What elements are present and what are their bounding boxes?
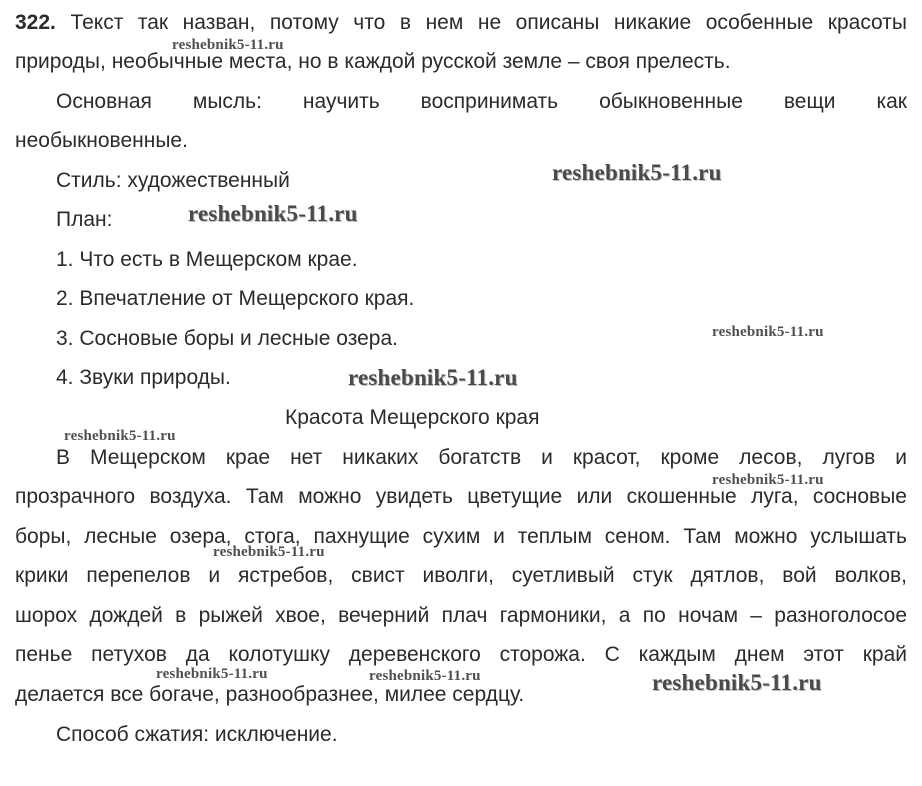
intro-line-2: природы, необычные места, но в каждой русской земле – своя прелесть. xyxy=(15,50,731,73)
style-line: Стиль: художественный xyxy=(56,169,290,192)
plan-item: 3. Сосновые боры и лесные озера. xyxy=(56,327,398,350)
plan-label: План: xyxy=(56,208,113,231)
main-idea-line-2: необыкновенные. xyxy=(15,129,188,152)
watermark: reshebnik5-11.ru xyxy=(64,428,176,444)
intro-text-1: Текст так назван, потому что в нем не описаны никакие особенные красоты xyxy=(70,11,907,34)
watermark: reshebnik5-11.ru xyxy=(188,201,358,226)
compression-line: Способ сжатия: исключение. xyxy=(56,723,338,746)
watermark: reshebnik5-11.ru xyxy=(369,668,481,684)
exercise-number: 322. xyxy=(15,11,56,34)
plan-item: 4. Звуки природы. xyxy=(56,366,231,389)
story-line: шорох дождей в рыжей хвое, вечерний плач гармоники, а по ночам – разноголосое xyxy=(15,604,907,627)
story-title: Красота Мещерского края xyxy=(285,406,540,429)
story-line: пенье петухов да колотушку деревенского сторожа. С каждым днем этот край xyxy=(15,643,907,666)
watermark: reshebnik5-11.ru xyxy=(652,670,822,695)
story-line: крики перепелов и ястребов, свист иволги, суетливый стук дятлов, вой волков, xyxy=(15,564,907,587)
watermark: reshebnik5-11.ru xyxy=(213,544,325,560)
watermark: reshebnik5-11.ru xyxy=(348,365,518,390)
watermark: reshebnik5-11.ru xyxy=(172,37,284,53)
watermark: reshebnik5-11.ru xyxy=(552,160,722,185)
story-line: прозрачного воздуха. Там можно увидеть цветущие или скошенные луга, сосновые xyxy=(15,485,907,508)
main-idea-line-1: Основная мысль: научить воспринимать обыкновенные вещи как xyxy=(56,90,907,113)
intro-line-1 xyxy=(15,10,907,36)
story-line: боры, лесные озера, стога, пахнущие сухим и теплым сеном. Там можно услышать xyxy=(15,525,907,548)
watermark: reshebnik5-11.ru xyxy=(712,324,824,340)
story-line: делается все богаче, разнообразнее, милее сердцу. xyxy=(15,683,525,706)
plan-item: 2. Впечатление от Мещерского края. xyxy=(56,287,415,310)
watermark: reshebnik5-11.ru xyxy=(712,472,824,488)
watermark: reshebnik5-11.ru xyxy=(156,666,268,682)
story-line: В Мещерском крае нет никаких богатств и красот, кроме лесов, лугов и xyxy=(56,446,907,469)
plan-item: 1. Что есть в Мещерском крае. xyxy=(56,248,358,271)
